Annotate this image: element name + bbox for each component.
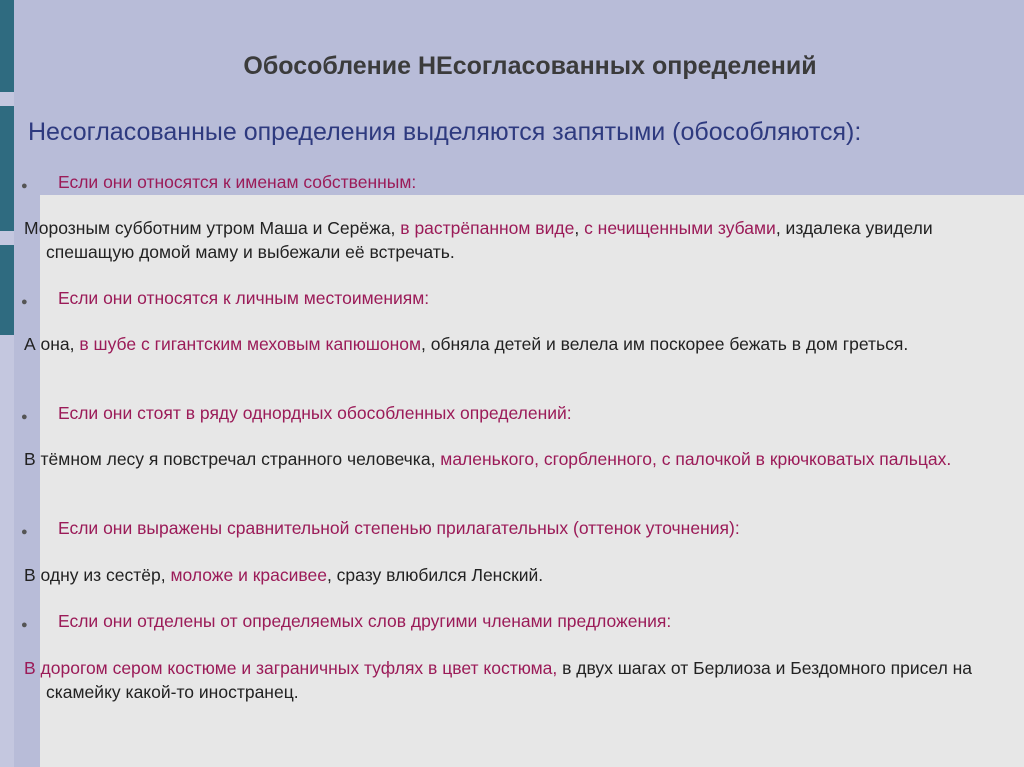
accent-stripe-middle xyxy=(0,106,14,231)
bullet-icon: ● xyxy=(21,411,28,423)
example-segment: , сразу влюбился Ленский. xyxy=(326,565,544,585)
example-segment-accent: В дорогом сером костюме и заграничных туфлях в цвет костюма, xyxy=(24,658,558,678)
example-3 xyxy=(24,447,1021,471)
rule-text: Если они отделены от определяемых слов другими членами предложения: xyxy=(58,611,672,631)
example-segment: , обняла детей и велела им поскорее бежать в дом греться. xyxy=(421,334,909,354)
example-5 xyxy=(24,656,1021,704)
example-segment-accent: в растрёпанном виде xyxy=(400,218,575,238)
rule-text: Если они стоят в ряду однордных обособленных определений: xyxy=(58,403,572,423)
rule-4 xyxy=(21,517,988,539)
bullet-icon: ● xyxy=(21,296,28,308)
bullet-icon: ● xyxy=(21,619,28,631)
rule-text: Если они относятся к личным местоимениям: xyxy=(58,288,430,308)
example-1 xyxy=(24,216,1021,264)
rule-text: Если они относятся к именам собственным: xyxy=(58,172,417,192)
rule-5 xyxy=(21,610,988,632)
slide-title: Обособление НЕсогласованных определений xyxy=(243,52,817,80)
example-4 xyxy=(24,563,1021,587)
slide-subtitle: Несогласованные определения выделяются запятыми (обособляются): xyxy=(28,118,862,146)
example-segment: , xyxy=(574,218,585,238)
example-segment-accent: маленького, сгорбленного, с палочкой в крючковатых пальцах. xyxy=(440,449,952,469)
example-segment: В тёмном лесу я повстречал странного человечка, xyxy=(24,449,441,469)
example-segment: в двух шагах от Берлиоза и Бездомного присел на скамейку какой-то иностранец. xyxy=(46,658,973,702)
bullet-icon: ● xyxy=(21,526,28,538)
example-segment: , издалека увидели спешащую домой маму и выбежали её встречать. xyxy=(46,218,933,262)
example-segment-accent: с нечищенными зубами xyxy=(584,218,776,238)
accent-stripe-bottom xyxy=(0,245,14,335)
example-segment: Морозным субботним утром Маша и Серёжа, xyxy=(24,218,401,238)
bullet-icon: ● xyxy=(21,180,28,192)
rule-1 xyxy=(21,171,988,193)
example-segment: А она, xyxy=(24,334,80,354)
example-segment-accent: в шубе с гигантским меховым капюшоном xyxy=(79,334,422,354)
example-segment-accent: моложе и красивее xyxy=(170,565,327,585)
example-segment: В одну из сестёр, xyxy=(24,565,171,585)
rule-text: Если они выражены сравнительной степенью прилагательных (оттенок уточнения): xyxy=(58,518,740,538)
rule-2 xyxy=(21,287,988,309)
rule-3 xyxy=(21,402,988,424)
example-2 xyxy=(24,332,1021,356)
